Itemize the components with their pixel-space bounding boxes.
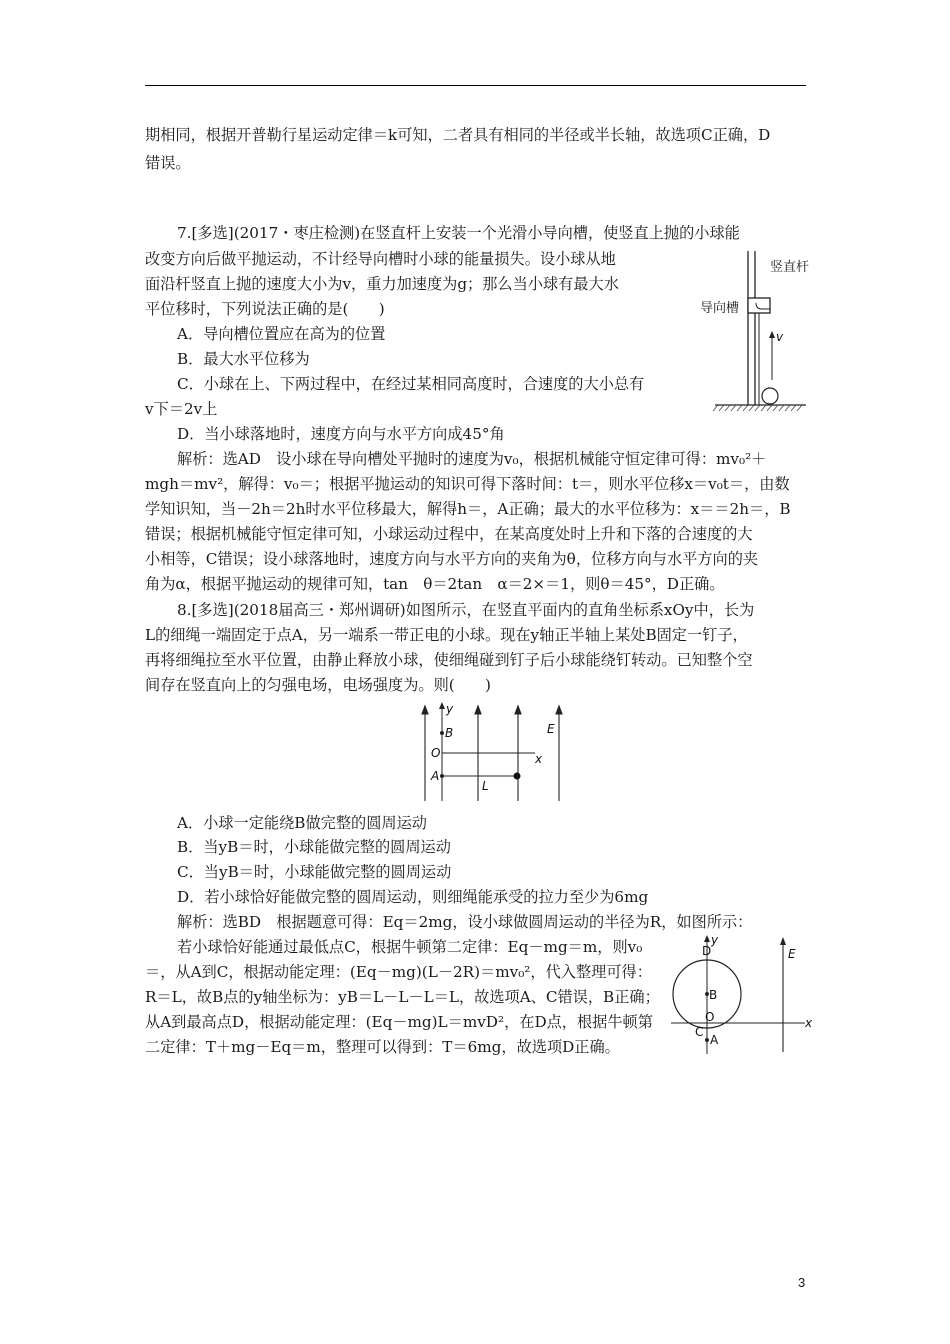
origin-label: O [431, 746, 441, 760]
text-line: 平位移时，下列说法正确的是( ) [145, 300, 385, 318]
q8-option-c: C．当yB＝时，小球能做完整的圆周运动 [177, 863, 452, 881]
origin-label: O [705, 1010, 715, 1024]
text-line: ＝，从A到C，根据动能定理：(Eq－mg)(L－2R)＝mv₀²，代入整理可得： [145, 963, 652, 981]
figure-circle-motion [665, 930, 820, 1058]
q7-stem: 7.[多选](2017・枣庄检测)在竖直杆上安装一个光滑小导向槽，使竖直上抛的小球能 [177, 224, 740, 242]
q8-option-b: B．当yB＝时，小球能做完整的圆周运动 [177, 838, 451, 856]
page-number: 3 [798, 1275, 806, 1290]
text-line: v下＝2v上 [145, 400, 218, 418]
text-line: 改变方向后做平抛运动，不计经导向槽时小球的能量损失。设小球从地 [145, 250, 616, 268]
figure-field-coordinates [400, 697, 580, 805]
text-line: R＝L，故B点的y轴坐标为：yB＝L－L－L＝L，故选项A、C错误，B正确； [145, 988, 660, 1006]
text-line: 错误。 [145, 154, 191, 172]
text-line: L的细绳一端固定于点A，另一端系一带正电的小球。现在y轴正半轴上某处B固定一钉子， [145, 626, 748, 644]
text-line: mgh＝mv²，解得：v₀＝；根据平抛运动的知识可得下落时间：t＝，则水平位移x＝v₀t＝，由数 [145, 475, 790, 493]
text-line: 面沿杆竖直上抛的速度大小为v，重力加速度为g；那么当小球有最大水 [145, 275, 619, 293]
point-b-label: B [445, 726, 454, 740]
q8-option-d: D．若小球恰好能做完整的圆周运动，则细绳能承受的拉力至少为6mg [177, 888, 649, 906]
pole-label: 竖直杆 [770, 260, 810, 275]
point-d-label: D [702, 944, 712, 958]
text-line: 二定律：T＋mg－Eq＝m，整理可以得到：T＝6mg，故选项D正确。 [145, 1038, 620, 1056]
text-line: 错误；根据机械能守恒定律可知，小球运动过程中，在某高度处时上升和下落的合速度的大 [145, 525, 753, 543]
q7-option-a: A．导向槽位置应在高为的位置 [177, 325, 386, 343]
velocity-label: v [776, 330, 784, 344]
text-line: 从A到最高点D，根据动能定理：(Eq－mg)L＝mvD²，在D点，根据牛顿第 [145, 1013, 653, 1031]
q8-option-a: A．小球一定能绕B做完整的圆周运动 [177, 814, 427, 832]
q7-solution: 解析：选AD 设小球在导向槽处平抛时的速度为v₀，根据机械能守恒定律可得：mv₀²＋ [177, 450, 767, 468]
y-axis-label: y [446, 702, 454, 716]
y-axis-label: y [711, 933, 719, 947]
point-c-label: C [695, 1025, 704, 1039]
q7-option-b: B．最大水平位移为 [177, 350, 310, 368]
field-label: E [788, 947, 796, 961]
groove-label: 导向槽 [700, 301, 740, 316]
x-axis-label: x [805, 1016, 813, 1030]
length-label: L [482, 779, 489, 793]
text-line: 小相等，C错误；设小球落地时，速度方向与水平方向的夹角为θ，位移方向与水平方向的夹 [145, 550, 759, 568]
q8-solution: 解析：选BD 根据题意可得：Eq＝2mg，设小球做圆周运动的半径为R，如图所示： [177, 913, 753, 931]
point-a-label: A [710, 1033, 719, 1047]
q7-option-c: C．小球在上、下两过程中，在经过某相同高度时，合速度的大小总有 [177, 375, 645, 393]
point-a-label: A [431, 769, 440, 783]
x-axis-label: x [535, 752, 543, 766]
q7-option-d: D．当小球落地时，速度方向与水平方向成45°角 [177, 425, 505, 443]
text-line: 再将细绳拉至水平位置，由静止释放小球，使细绳碰到钉子后小球能绕钉转动。已知整个空 [145, 651, 753, 669]
text-line: 间存在竖直向上的匀强电场，电场强度为。则( ) [145, 676, 491, 694]
text-line: 若小球恰好能通过最低点C，根据牛顿第二定律：Eq－mg＝m，则v₀ [177, 938, 643, 956]
point-b-label: B [709, 988, 718, 1002]
field-label: E [547, 722, 555, 736]
text-line: 角为α，根据平抛运动的规律可知，tan θ＝2tan α＝2×＝1，则θ＝45°，D正确。 [145, 575, 725, 593]
q8-stem: 8.[多选](2018届高三・郑州调研)如图所示，在竖直平面内的直角坐标系xOy中，长为 [177, 601, 755, 619]
text-line: 学知识知，当－2h＝2h时水平位移最大，解得h＝，A正确；最大的水平位移为：x＝＝2h＝，B [145, 500, 791, 518]
text-line: 期相同，根据开普勒行星运动定律＝k可知，二者具有相同的半径或半长轴，故选项C正确，D [145, 126, 771, 144]
header-rule [145, 85, 806, 86]
